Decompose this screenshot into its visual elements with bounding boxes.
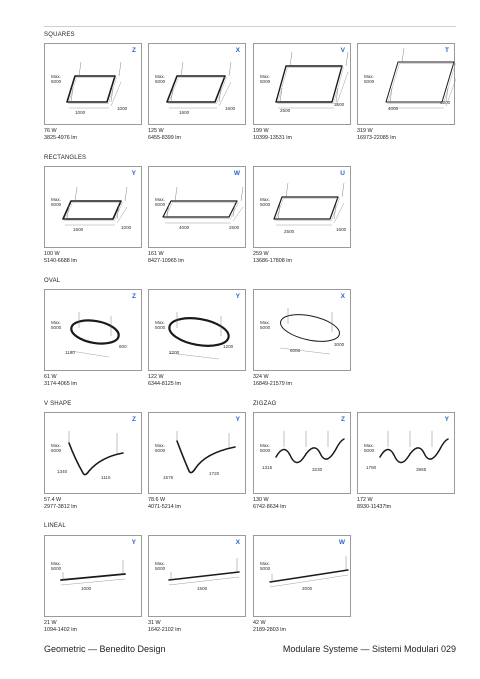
lumen-range: 2189-2803 lm: [253, 626, 286, 633]
wattage: 259 W: [253, 251, 269, 257]
product-specs: [253, 374, 292, 387]
luminaire-drawing: [149, 290, 247, 372]
footer-right: Modulare Systeme — Sistemi Modulari 029: [282, 644, 456, 654]
wattage: 76 W: [44, 128, 57, 134]
dimension-label: 1600: [179, 110, 190, 115]
product-card: [357, 43, 455, 125]
max-height-label: Max. 5000: [155, 74, 166, 85]
max-height-label: Max. 5000: [260, 74, 271, 85]
dimension-label: 1000: [75, 110, 86, 115]
luminaire-drawing: [254, 290, 352, 372]
product-specs: [357, 497, 391, 510]
product-card: [148, 289, 246, 371]
dimension-label: 1000: [81, 586, 92, 591]
section-title-lineal: LINEAL: [44, 523, 66, 529]
wattage: 61 W: [44, 374, 57, 380]
max-height-label: Max. 5000: [260, 320, 271, 331]
product-specs: [44, 620, 77, 633]
lumen-range: 5140-6688 lm: [44, 257, 77, 264]
luminaire-drawing: [254, 167, 352, 249]
lumen-range: 6344-8125 lm: [148, 380, 181, 387]
luminaire-drawing: [358, 413, 456, 495]
product-code: X: [235, 47, 240, 54]
lumen-range: 1094-1402 lm: [44, 626, 77, 633]
product-code: V: [340, 47, 345, 54]
product-card: [44, 166, 142, 248]
product-code: Z: [132, 416, 136, 423]
dimension-label: 1780: [366, 465, 377, 470]
product-card: [44, 289, 142, 371]
product-card: [253, 412, 351, 494]
wattage: 21 W: [44, 620, 57, 626]
dimension-label: 2500: [229, 225, 240, 230]
luminaire-drawing: [149, 536, 247, 618]
product-specs: [148, 374, 181, 387]
product-card: [253, 535, 351, 617]
lumen-range: 4071-5214 lm: [148, 503, 181, 510]
lumen-range: 16849-21579 lm: [253, 380, 292, 387]
product-specs: [253, 251, 292, 264]
wattage: 31 W: [148, 620, 161, 626]
product-specs: [148, 620, 181, 633]
max-height-label: Max. 5000: [364, 74, 375, 85]
lumen-range: 1642-2102 lm: [148, 626, 181, 633]
section-title-zigzag: ZIGZAG: [253, 401, 277, 407]
dimension-label: 4000: [179, 225, 190, 230]
luminaire-drawing: [45, 44, 143, 126]
dimension-label: 2500: [284, 229, 295, 234]
dimension-label: 1600: [225, 106, 236, 111]
product-specs: [357, 128, 396, 141]
wattage: 78.6 W: [148, 497, 166, 503]
footer-left: Geometric — Benedito Design: [44, 644, 166, 654]
section-title-vshape: V SHAPE: [44, 401, 72, 407]
wattage: 161 W: [148, 251, 164, 257]
dimension-label: 1720: [209, 471, 220, 476]
product-specs: [253, 620, 286, 633]
max-height-label: Max. 5000: [260, 443, 271, 454]
luminaire-drawing: [149, 413, 247, 495]
dimension-label: 1200: [223, 344, 234, 349]
luminaire-drawing: [45, 167, 143, 249]
wattage: 172 W: [357, 497, 373, 503]
wattage: 199 W: [253, 128, 269, 134]
lumen-range: 6742-8634 lm: [253, 503, 286, 510]
max-height-label: Max. 5000: [51, 74, 62, 85]
dimension-label: 1500: [197, 586, 208, 591]
lumen-range: 6455-8399 lm: [148, 134, 181, 141]
product-specs: [44, 251, 77, 264]
lumen-range: 13686-17808 lm: [253, 257, 292, 264]
product-specs: [148, 128, 181, 141]
luminaire-drawing: [254, 44, 352, 126]
luminaire-drawing: [358, 44, 456, 126]
dimension-label: 600: [119, 344, 127, 349]
product-card: [148, 412, 246, 494]
luminaire-drawing: [149, 167, 247, 249]
wattage: 100 W: [44, 251, 60, 257]
lumen-range: 10399-13531 lm: [253, 134, 292, 141]
max-height-label: Max. 5000: [51, 443, 62, 454]
product-specs: [148, 251, 184, 264]
product-code: W: [233, 170, 240, 177]
dimension-label: 1000: [121, 225, 132, 230]
product-specs: [253, 497, 286, 510]
luminaire-drawing: [45, 536, 143, 618]
product-specs: [44, 374, 77, 387]
dimension-label: 1190: [65, 350, 75, 355]
product-code: W: [338, 539, 345, 546]
dimension-label: 1115: [101, 475, 111, 480]
product-code: Z: [132, 47, 136, 54]
dimension-label: 1315: [262, 465, 273, 470]
product-card: [148, 166, 246, 248]
product-code: Y: [444, 416, 449, 423]
dimension-label: 1600: [336, 227, 347, 232]
dimension-label: 2500: [280, 108, 291, 113]
dimension-label: 2200: [169, 350, 180, 355]
lumen-range: 3825-4976 lm: [44, 134, 77, 141]
section-title-rectangles: RECTANGLES: [44, 155, 87, 161]
product-card: [148, 43, 246, 125]
dimension-label: 3965: [416, 467, 427, 472]
max-height-label: Max. 5000: [155, 197, 166, 208]
product-code: X: [340, 293, 345, 300]
dimension-label: 2500: [334, 102, 345, 107]
dimension-label: 1340: [57, 469, 68, 474]
product-code: T: [445, 47, 449, 54]
dimension-label: 6000: [290, 348, 301, 353]
lumen-range: 8427-10965 lm: [148, 257, 184, 264]
max-height-label: Max. 5000: [51, 197, 62, 208]
product-card: [357, 412, 455, 494]
product-card: [44, 535, 142, 617]
dimension-label: 1600: [73, 227, 84, 232]
max-height-label: Max. 5000: [155, 443, 166, 454]
product-code: Y: [235, 293, 240, 300]
product-specs: [44, 128, 77, 141]
dimension-label: 1000: [117, 106, 128, 111]
dimension-label: 4000: [440, 100, 451, 105]
lumen-range: 16973-22085 lm: [357, 134, 396, 141]
product-code: X: [235, 539, 240, 546]
wattage: 324 W: [253, 374, 269, 380]
product-card: [148, 535, 246, 617]
max-height-label: Max. 5000: [51, 320, 62, 331]
wattage: 42 W: [253, 620, 266, 626]
dimension-label: 2000: [302, 586, 313, 591]
luminaire-drawing: [254, 413, 352, 495]
product-code: Y: [131, 539, 136, 546]
max-height-label: Max. 5000: [51, 561, 62, 572]
wattage: 319 W: [357, 128, 373, 134]
product-card: [44, 412, 142, 494]
dimension-label: 3230: [312, 467, 323, 472]
luminaire-drawing: [45, 290, 143, 372]
wattage: 122 W: [148, 374, 164, 380]
section-title-squares: SQUARES: [44, 32, 75, 38]
product-card: [253, 43, 351, 125]
max-height-label: Max. 5000: [260, 561, 271, 572]
top-rule: [44, 26, 456, 27]
wattage: 130 W: [253, 497, 269, 503]
product-code: Z: [341, 416, 345, 423]
section-title-oval: OVAL: [44, 278, 61, 284]
dimension-label: 1575: [163, 475, 174, 480]
wattage: 57.4 W: [44, 497, 62, 503]
product-card: [253, 289, 351, 371]
product-code: Y: [235, 416, 240, 423]
max-height-label: Max. 5000: [260, 197, 271, 208]
product-specs: [253, 128, 292, 141]
product-specs: [148, 497, 181, 510]
product-code: Z: [132, 293, 136, 300]
product-code: U: [340, 170, 345, 177]
product-card: [253, 166, 351, 248]
lumen-range: 3174-4065 lm: [44, 380, 77, 387]
lumen-range: 2977-3812 lm: [44, 503, 77, 510]
lumen-range: 8930-11437lm: [357, 503, 392, 510]
product-specs: [44, 497, 77, 510]
product-card: [44, 43, 142, 125]
dimension-label: 3000: [334, 342, 345, 347]
dimension-label: 4000: [388, 106, 399, 111]
max-height-label: Max. 5000: [155, 320, 166, 331]
product-code: Y: [131, 170, 136, 177]
max-height-label: Max. 5000: [155, 561, 166, 572]
luminaire-drawing: [254, 536, 352, 618]
max-height-label: Max. 5000: [364, 443, 375, 454]
wattage: 125 W: [148, 128, 164, 134]
luminaire-drawing: [149, 44, 247, 126]
luminaire-drawing: [45, 413, 143, 495]
